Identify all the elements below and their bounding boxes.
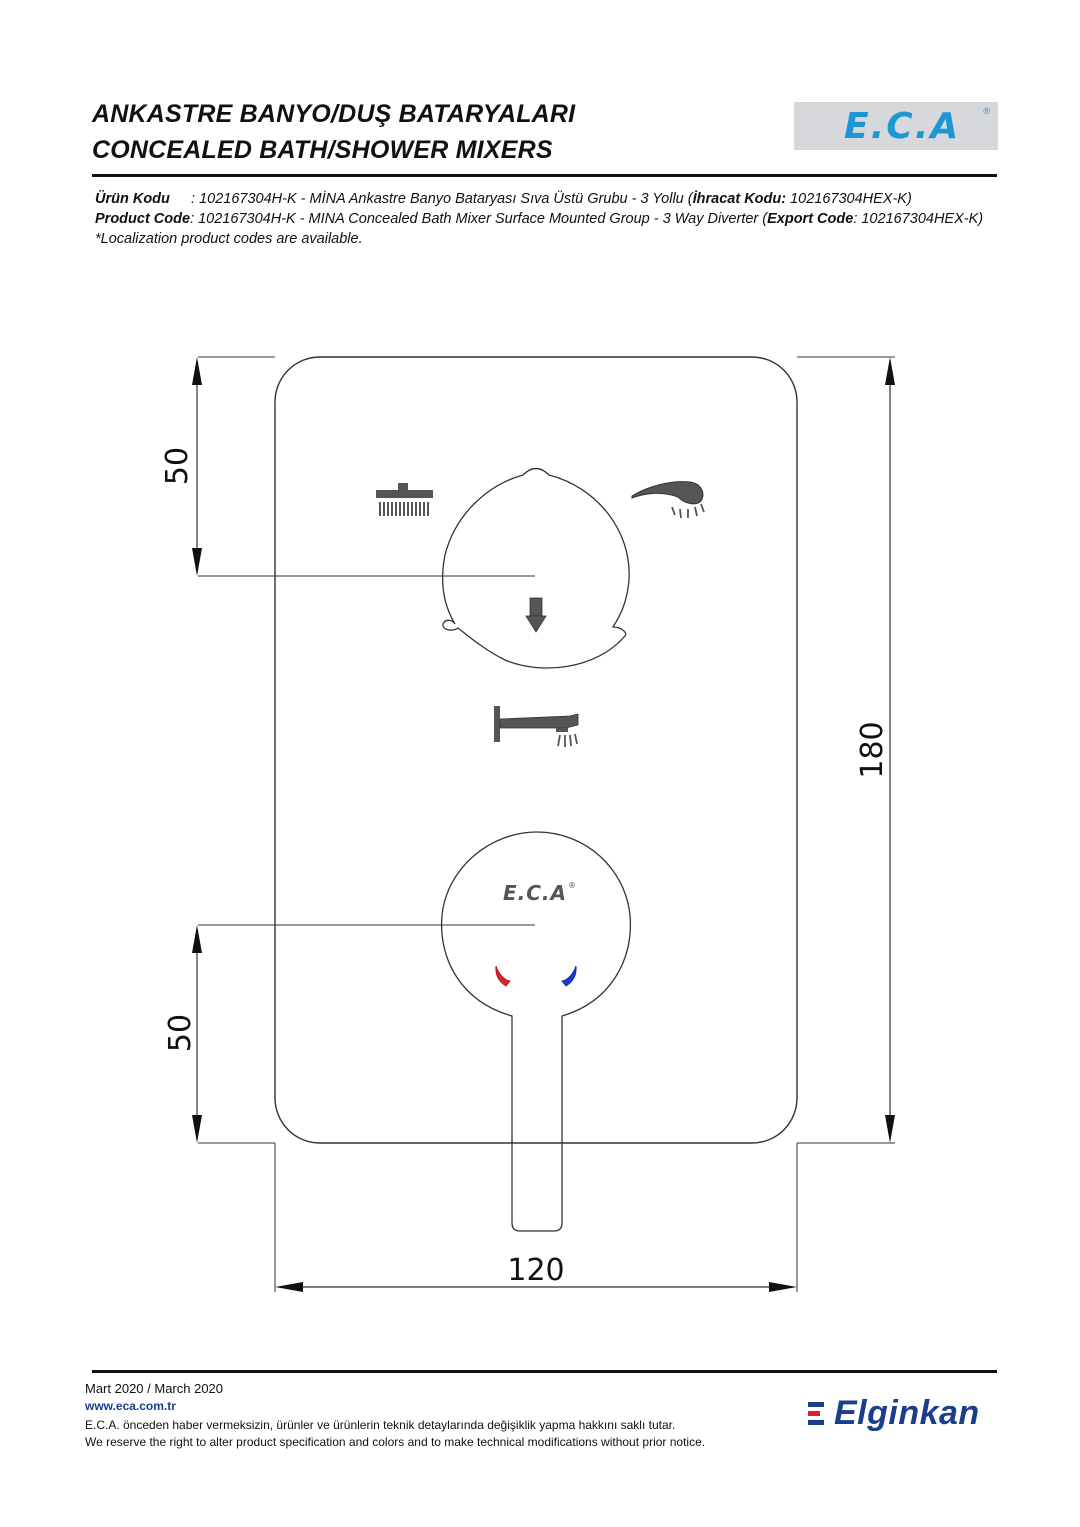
product-code-tr-label: Ürün Kodu — [95, 191, 170, 207]
overhead-shower-icon — [376, 483, 433, 516]
dimension-bottom-value: 50 — [163, 1013, 198, 1053]
elginkan-bars-icon — [808, 1402, 826, 1430]
handle-eca-logo: E.C.A — [502, 881, 568, 905]
footer-website-link[interactable]: www.eca.com.tr — [85, 1399, 176, 1413]
handle-registered-mark: ® — [568, 881, 576, 890]
footer-disclaimer-en: We reserve the right to alter product specification and colors and to make technical modifications without prior notice. — [85, 1435, 706, 1449]
localization-note: *Localization product codes are available. — [95, 231, 363, 247]
elginkan-logo — [808, 1394, 998, 1438]
eca-logo — [794, 102, 998, 150]
cover-plate-outline — [275, 357, 797, 1143]
export-code-tr-value: 102167304HEX-K) — [786, 191, 912, 207]
dimension-height-value: 180 — [855, 721, 890, 779]
product-code-tr — [95, 191, 912, 207]
technical-drawing — [0, 300, 1080, 1310]
product-code-en-label: Product Code — [95, 211, 191, 227]
hot-water-indicator-icon — [496, 966, 510, 986]
export-code-tr-label: İhracat Kodu: — [692, 191, 787, 207]
footer-date: Mart 2020 / March 2020 — [85, 1381, 224, 1396]
elginkan-logo-text: Elginkan — [834, 1394, 980, 1432]
hand-shower-icon — [632, 482, 704, 518]
cold-water-indicator-icon — [562, 966, 576, 986]
product-code-en — [95, 211, 983, 227]
dimension-top-value: 50 — [160, 446, 195, 486]
dimension-width-value: 120 — [507, 1253, 565, 1288]
diverter-knob-outline — [443, 469, 629, 669]
arrow-down-icon — [526, 598, 546, 632]
product-code-tr-text: : 102167304H-K - MİNA Ankastre Banyo Bataryası Sıva Üstü Grubu - 3 Yollu ( — [187, 191, 693, 207]
registered-mark: ® — [983, 106, 990, 116]
title-turkish: ANKASTRE BANYO/DUŞ BATARYALARI — [92, 100, 576, 128]
export-code-en-label: Export Code — [767, 211, 854, 227]
header-divider — [92, 174, 997, 177]
bath-spout-icon — [494, 706, 578, 747]
product-code-en-text: : 102167304H-K - MINA Concealed Bath Mixer Surface Mounted Group - 3 Way Diverter ( — [190, 211, 768, 227]
eca-logo-text: E.C.A — [844, 106, 961, 147]
export-code-en-value: : 102167304HEX-K) — [853, 211, 984, 227]
footer-divider — [92, 1370, 997, 1373]
footer-disclaimer-tr: E.C.A. önceden haber vermeksizin, ürünler ve ürünlerin teknik detaylarında değişiklik yapma hakkını saklı tutar. — [85, 1418, 676, 1432]
title-english: CONCEALED BATH/SHOWER MIXERS — [92, 136, 553, 164]
